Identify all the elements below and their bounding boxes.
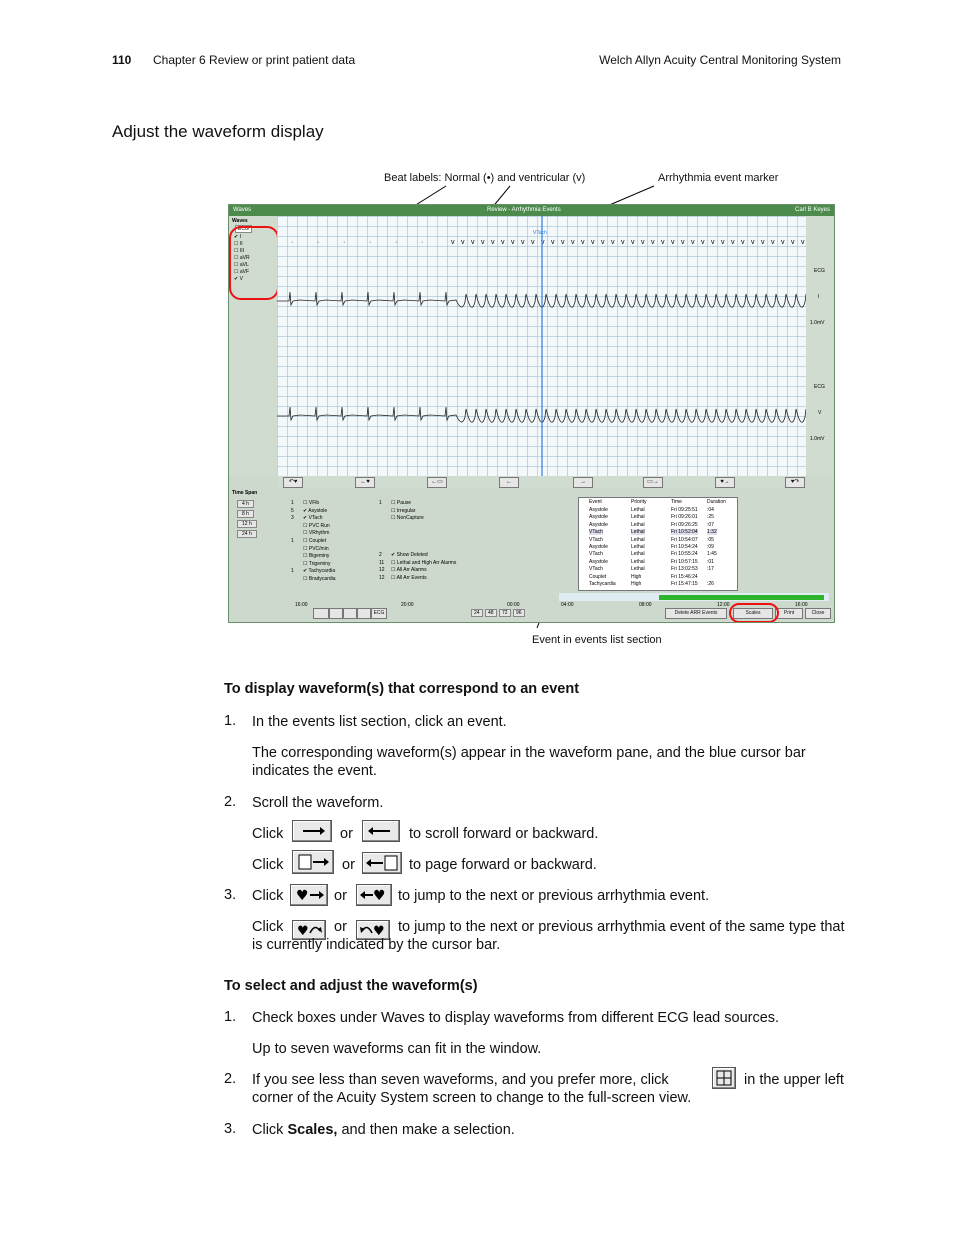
scroll-instruction: to scroll forward or backward. [409, 826, 599, 842]
step-text: Check boxes under Waves to display waveforms from different ECG lead sources. [252, 1010, 780, 1026]
waveform-nav-bar [277, 476, 806, 488]
event-cell: Fri 09:25:51 [671, 507, 698, 513]
step-text: If you see less than seven waveforms, and you prefer more, click [252, 1072, 669, 1088]
next-event-icon [290, 884, 328, 906]
waveform-traces [277, 216, 806, 476]
hour-button: 48 [485, 609, 497, 617]
lead-checkbox-i: ✔ I [234, 234, 241, 240]
beat-label-ventricular: v [711, 239, 715, 246]
beat-label-ventricular: v [491, 239, 495, 246]
event-cell: Lethal [631, 514, 645, 521]
window-titlebar: Waves Review - Arrhythmia Events Carl B Keyes [229, 205, 834, 216]
beat-label-ventricular: v [481, 239, 485, 246]
scroll-back-button[interactable]: ← [499, 477, 519, 488]
event-cell: :01 [707, 558, 714, 565]
event-cell: Lethal [631, 544, 645, 550]
patient-name: Carl B Keyes [794, 207, 830, 213]
print-button[interactable]: Print [775, 608, 803, 619]
section-title: Adjust the waveform display [112, 122, 324, 141]
arr-count: 1 [379, 500, 382, 506]
time-span-button: 8 h [237, 510, 254, 518]
hour-button: 72 [499, 609, 511, 617]
event-cell: Fri 10:52:04 [671, 529, 698, 536]
event-cell: Fri 13:02:53 [671, 566, 698, 573]
time-span-label: Time Span [232, 490, 258, 496]
beat-label-ventricular: v [781, 239, 785, 246]
event-cell: Asystole [589, 544, 608, 550]
previous-event-icon [356, 884, 392, 906]
events-column-header: Time [671, 499, 682, 505]
beat-label-ventricular: v [621, 239, 625, 246]
beat-label-ventricular: v [581, 239, 585, 246]
arr-option: ☐ VRhythm [303, 530, 330, 537]
scale-label-gain-2: 1.0mV [810, 436, 825, 442]
beat-label-ventricular: v [551, 239, 555, 246]
arr-option: ☐ NonCapture [391, 515, 424, 522]
event-cell: :09 [707, 544, 714, 550]
event-cell: High [631, 581, 642, 587]
event-cell: :05 [707, 536, 714, 543]
event-cell: Lethal [631, 521, 645, 528]
event-cell: :25 [707, 514, 714, 521]
arr-option: ☐ All Arr Alarms [391, 567, 427, 574]
arr-option: ✔ Tachycardia [303, 568, 336, 575]
step-text [252, 1121, 515, 1139]
beat-label-ventricular: v [561, 239, 565, 246]
svg-text:♥: ♥ [373, 888, 386, 904]
event-cell: Lethal [631, 551, 645, 558]
events-list[interactable] [578, 497, 738, 591]
arr-option: ✔ Show Deleted [391, 552, 428, 558]
beat-label-ventricular: v [601, 239, 605, 246]
review-window-screenshot [228, 204, 835, 623]
arr-option: ☐ All Arr Events [391, 574, 427, 581]
beat-label-normal: · [317, 239, 320, 246]
next-same-event-button[interactable]: ♥↷ [785, 477, 805, 488]
lead-checkbox-iii: ☐ III [234, 248, 245, 254]
event-cell: 1:45 [707, 551, 717, 558]
event-cell: Fri 15:47:15 [671, 581, 698, 587]
beat-label-ventricular: v [461, 239, 465, 246]
timeline-label: 12:00 [717, 602, 730, 608]
beat-label-ventricular: v [471, 239, 475, 246]
step-number: 3. [224, 887, 237, 903]
event-cell: Fri 10:57:15 [671, 558, 698, 565]
event-cell: 1:32 [707, 529, 717, 536]
event-cell: Asystole [589, 507, 608, 513]
arr-option: ☐ Lethal and High Arr Alarms [391, 559, 457, 566]
beat-label-ventricular: v [661, 239, 665, 246]
full-screen-instruction: in the upper left corner of the Acuity System screen to change to the full-screen view. [252, 1072, 844, 1106]
lead-checkbox-ii: ☐ II [234, 241, 243, 247]
arr-count: 2 [379, 552, 382, 558]
timeline-label: 16:00 [795, 602, 808, 608]
step-note: The corresponding waveform(s) appear in the waveform pane, and the blue cursor bar indicates the event. [252, 745, 806, 779]
beat-label-ventricular: v [501, 239, 505, 246]
event-cell: Lethal [631, 566, 645, 573]
event-cell: VTach [589, 529, 603, 536]
scale-label-lead-2: V [818, 410, 822, 416]
heading-select-waveforms: To select and adjust the waveform(s) [224, 978, 478, 994]
event-cell: Tachycardia [589, 581, 616, 587]
timeline-label: 00:00 [507, 602, 520, 608]
delete-arr-events-button[interactable]: Delete ARR Events [665, 608, 727, 619]
click-label: Click [252, 826, 284, 842]
event-cell: VTach [589, 566, 603, 573]
event-cell: Lethal [631, 536, 645, 543]
page-backward-icon [362, 852, 402, 874]
arr-option: ✔ Asystole [303, 507, 328, 514]
beat-label-normal: · [395, 239, 398, 246]
beat-label-normal: · [291, 239, 294, 246]
beat-label-ventricular: v [651, 239, 655, 246]
timeline-label: 08:00 [639, 602, 652, 608]
beat-label-ventricular: v [701, 239, 705, 246]
beat-label-ventricular: v [591, 239, 595, 246]
event-cell: High [631, 573, 642, 580]
time-span-button: 24 h [237, 530, 257, 538]
ecg-button[interactable]: ECG [371, 608, 387, 619]
step-number: 1. [224, 713, 237, 729]
scales-term: Scales, [287, 1122, 338, 1138]
scroll-forward-icon [292, 820, 332, 842]
page-forward-button[interactable]: ▭→ [643, 477, 663, 488]
hour-button: 24 [471, 609, 483, 617]
event-cell: Fri 10:54:24 [671, 544, 698, 550]
window-title: Review - Arrhythmia Events [487, 207, 561, 213]
selection-instruction: and then make a selection. [337, 1122, 515, 1138]
beat-label-ventricular: v [531, 239, 535, 246]
beat-label-normal: · [343, 239, 346, 246]
arr-option: ☐ Couplet [303, 538, 327, 544]
beat-label-ventricular: v [511, 239, 515, 246]
scale-label-gain-1: 1.0mV [810, 320, 825, 326]
arr-count: 11 [379, 559, 385, 566]
arr-option: ☐ Bradycardia [303, 576, 336, 582]
event-cell: :07 [707, 521, 714, 528]
step-text: In the events list section, click an event. [252, 714, 507, 730]
event-cell: Asystole [589, 558, 608, 565]
beat-label-ventricular: v [451, 239, 455, 246]
beat-label-ventricular: v [731, 239, 735, 246]
lead-checkbox-avl: ☐ aVL [234, 262, 249, 268]
heading-display-waveforms: To display waveform(s) that correspond to an event [224, 681, 580, 697]
beat-label-ventricular: v [641, 239, 645, 246]
events-column-header: Duration [707, 499, 726, 505]
scales-highlight-circle [729, 603, 779, 623]
prev-same-event-button[interactable]: ↶♥ [283, 477, 303, 488]
svg-text:♥: ♥ [296, 888, 309, 904]
or-label: or [342, 857, 355, 873]
beat-label-ventricular: v [751, 239, 755, 246]
step-text: Scroll the waveform. [252, 795, 384, 811]
event-cell: Fri 09:26:25 [671, 521, 698, 528]
beat-label-ventricular: v [611, 239, 615, 246]
arr-count: 1 [291, 500, 294, 506]
scale-label-lead-1: I [818, 294, 820, 300]
or-label: or [334, 919, 347, 935]
svg-text:♥: ♥ [297, 924, 309, 939]
arr-count: 12 [379, 574, 385, 581]
beat-label-ventricular: v [681, 239, 685, 246]
waves-label: Waves [232, 218, 248, 224]
lead-checkbox-avf: ☐ aVF [234, 269, 250, 275]
time-span-button: 12 h [237, 520, 257, 528]
icon-button-4[interactable] [357, 608, 371, 619]
event-cell: Lethal [631, 529, 645, 536]
beat-label-ventricular: v [761, 239, 765, 246]
beat-label-ventricular: v [801, 239, 805, 246]
events-column-header: Event [589, 499, 602, 505]
lead-checkbox-avr: ☐ aVR [234, 255, 250, 261]
event-cell: Asystole [589, 514, 608, 521]
callout-beat-labels: Beat labels: Normal (•) and ventricular (v) [384, 172, 586, 184]
step-number: 2. [224, 794, 237, 810]
arr-option: ☐ Bigeminy [303, 553, 330, 560]
event-cell: VTach [589, 536, 603, 543]
waves-highlight-circle [229, 226, 279, 300]
waveform-pane[interactable] [277, 216, 806, 476]
beat-label-normal: · [421, 239, 424, 246]
event-cell: Fri 10:54:07 [671, 536, 698, 543]
click-label: Click [252, 1122, 284, 1138]
event-timeline[interactable] [559, 593, 829, 601]
beat-label-ventricular: v [631, 239, 635, 246]
chapter-title: Chapter 6 Review or print patient data [153, 53, 356, 67]
scale-panel [806, 216, 834, 476]
same-type-instruction: to jump to the next or previous arrhythmia event of the same type that is currently indicated by the cursor bar. [252, 919, 845, 953]
event-cell: Lethal [631, 507, 645, 513]
event-cell: Asystole [589, 521, 608, 528]
scroll-backward-icon [362, 820, 400, 842]
scale-label-source-2: ECG [814, 384, 825, 390]
event-cell: :26 [707, 581, 714, 587]
event-cell: VTach [589, 551, 603, 558]
beat-label-ventricular: v [741, 239, 745, 246]
or-label: or [340, 826, 353, 842]
arr-count: 3 [291, 515, 294, 522]
scale-label-source-1: ECG [814, 268, 825, 274]
waves-source-select[interactable]: ECG [235, 225, 252, 233]
step-number: 3. [224, 1121, 237, 1137]
arr-option: ✔ VTach [303, 515, 323, 522]
callout-arrhythmia-marker: Arrhythmia event marker [658, 172, 779, 184]
icon-button-3[interactable] [343, 608, 357, 619]
event-cell: Lethal [631, 558, 645, 565]
close-button[interactable]: Close [805, 608, 831, 619]
time-span-button: 4 h [237, 500, 254, 508]
or-label: or [334, 888, 347, 904]
event-cell: Couplet [589, 573, 607, 580]
jump-instruction: to jump to the next or previous arrhythmia event. [398, 888, 710, 904]
arr-option: ☐ Irregular [391, 507, 416, 514]
arr-option: ☐ Pause [391, 500, 412, 506]
page-number: 110 [112, 53, 132, 67]
arr-option: ☐ PVC/min [303, 545, 329, 552]
beat-label-normal: · [369, 239, 372, 246]
beat-label-ventricular: v [771, 239, 775, 246]
scales-button[interactable]: Scales [733, 608, 773, 619]
step-number: 2. [224, 1071, 237, 1087]
timeline-bar [659, 595, 824, 600]
beat-label-ventricular: v [721, 239, 725, 246]
arr-count: 1 [291, 568, 294, 575]
event-cell: Fri 10:55:24 [671, 551, 698, 558]
page-instruction: to page forward or backward. [409, 857, 597, 873]
lower-controls [229, 488, 834, 622]
click-label: Click [252, 919, 284, 935]
event-cell: :04 [707, 507, 714, 513]
arr-option: ☐ PVC Run [303, 522, 330, 529]
lead-checkbox-v: ✔ V [234, 276, 243, 282]
vtach-marker: VTach [533, 230, 547, 236]
beat-label-ventricular: v [671, 239, 675, 246]
icon-button-2[interactable] [329, 608, 343, 619]
click-label: Click [252, 888, 284, 904]
arr-option: ☐ Trigeminy [303, 560, 331, 567]
timeline-label: 04:00 [561, 602, 574, 608]
callout-event-list: Event in events list section [532, 634, 662, 646]
next-event-button[interactable]: ♥→ [715, 477, 735, 488]
beat-label-ventricular: v [791, 239, 795, 246]
beat-label-ventricular: v [521, 239, 525, 246]
arr-count: 1 [291, 538, 294, 544]
hour-button: 96 [513, 609, 525, 617]
arr-option: ☐ VFib [303, 500, 320, 506]
svg-text:♥: ♥ [373, 924, 385, 939]
prev-event-button[interactable]: ←♥ [355, 477, 375, 488]
beat-label-ventricular: v [571, 239, 575, 246]
arr-count: 5 [291, 507, 294, 514]
product-name: Welch Allyn Acuity Central Monitoring System [599, 53, 841, 67]
arr-count: 12 [379, 567, 385, 574]
page-back-button[interactable]: ←▭ [427, 477, 447, 488]
event-cell: :17 [707, 566, 714, 573]
page-forward-icon [292, 850, 334, 874]
event-cell: Fri 15:46:24 [671, 573, 698, 580]
events-column-header: Priority [631, 499, 647, 505]
event-cell: Fri 09:26:01 [671, 514, 698, 521]
icon-button-1[interactable] [313, 608, 329, 619]
beat-label-ventricular: v [691, 239, 695, 246]
step-note: Up to seven waveforms can fit in the window. [252, 1041, 542, 1057]
scroll-forward-button[interactable]: → [573, 477, 593, 488]
beat-label-ventricular: v [541, 239, 545, 246]
timeline-label: 20:00 [401, 602, 414, 608]
timeline-label: 16:00 [295, 602, 308, 608]
step-number: 1. [224, 1009, 237, 1025]
click-label: Click [252, 857, 284, 873]
